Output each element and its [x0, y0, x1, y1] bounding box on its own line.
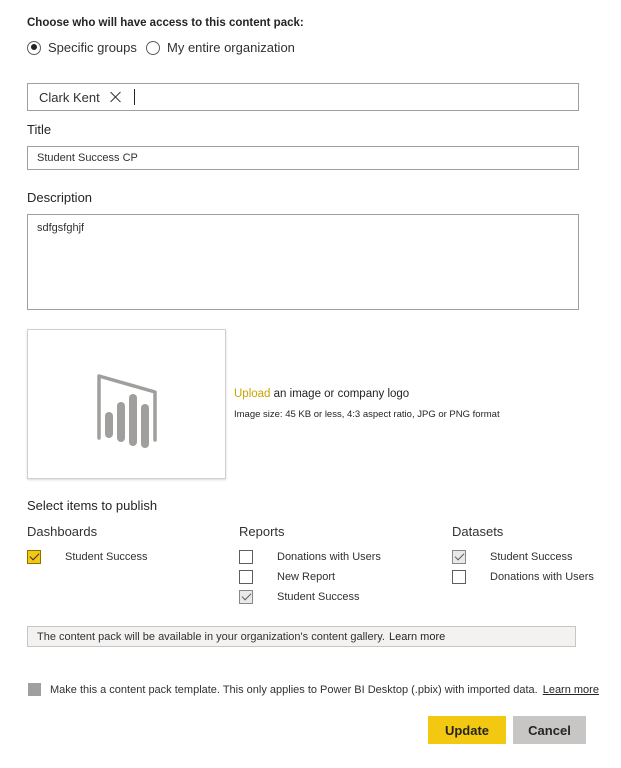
dataset-item-label: Donations with Users — [490, 571, 594, 583]
checkbox-unchecked-icon[interactable] — [452, 570, 466, 584]
radio-entire-organization[interactable] — [146, 40, 295, 55]
template-learn-more-link[interactable]: Learn more — [542, 683, 599, 696]
radio-selected-icon — [27, 41, 41, 55]
checkbox-checked-icon[interactable] — [27, 550, 41, 564]
report-item-label: Student Success — [277, 591, 360, 603]
dashboards-header: Dashboards — [27, 524, 98, 539]
dataset-item-donations-with-users[interactable] — [452, 570, 594, 584]
publish-section-title: Select items to publish — [27, 498, 158, 513]
gallery-learn-more-link[interactable]: Learn more — [388, 630, 446, 643]
radio-entire-organization-label: My entire organization — [167, 40, 295, 55]
recipient-chip — [33, 87, 128, 107]
text-caret — [134, 89, 135, 105]
report-item-label: Donations with Users — [277, 551, 381, 563]
title-input[interactable]: Student Success CP — [27, 146, 579, 170]
radio-specific-groups[interactable] — [27, 40, 137, 55]
reports-header: Reports — [239, 524, 285, 539]
report-item-label: New Report — [277, 571, 336, 583]
datasets-header: Datasets — [452, 524, 504, 539]
checkbox-checked-disabled-icon[interactable] — [239, 590, 253, 604]
remove-recipient-icon[interactable] — [110, 91, 122, 103]
checkbox-unchecked-icon[interactable] — [239, 570, 253, 584]
dataset-item-student-success[interactable] — [452, 550, 573, 564]
gallery-availability-note — [27, 626, 576, 647]
report-item-student-success[interactable] — [239, 590, 360, 604]
power-bi-logo-icon — [77, 354, 177, 454]
radio-unselected-icon — [146, 41, 160, 55]
people-picker-input[interactable] — [27, 83, 579, 111]
recipient-name: Clark Kent — [39, 89, 100, 105]
update-button[interactable]: Update — [428, 716, 506, 744]
radio-specific-groups-label: Specific groups — [48, 40, 137, 55]
dataset-item-label: Student Success — [490, 551, 573, 563]
upload-line — [234, 388, 409, 400]
cancel-button[interactable]: Cancel — [513, 716, 586, 744]
report-item-new-report[interactable] — [239, 570, 335, 584]
image-size-note: Image size: 45 KB or less, 4:3 aspect ratio, JPG or PNG format — [234, 409, 500, 420]
template-checkbox[interactable] — [28, 683, 41, 696]
title-label: Title — [27, 122, 52, 137]
template-text: Make this a content pack template. This only applies to Power BI Desktop (.pbix) with imported data. — [50, 683, 538, 696]
checkbox-unchecked-icon[interactable] — [239, 550, 253, 564]
report-item-donations-with-users[interactable] — [239, 550, 381, 564]
access-label: Choose who will have access to this content pack: — [27, 17, 304, 29]
checkbox-checked-disabled-icon[interactable] — [452, 550, 466, 564]
dashboard-item-student-success[interactable] — [27, 550, 148, 564]
upload-link[interactable]: Upload — [234, 388, 271, 400]
dashboard-item-label: Student Success — [65, 551, 148, 563]
upload-text: an image or company logo — [273, 388, 410, 400]
gallery-note-text: The content pack will be available in your organization's content gallery. — [37, 630, 385, 643]
template-option — [28, 683, 599, 696]
description-textarea[interactable]: sdfgsfghjf — [27, 214, 579, 310]
logo-preview[interactable] — [27, 329, 226, 479]
description-label: Description — [27, 190, 93, 205]
